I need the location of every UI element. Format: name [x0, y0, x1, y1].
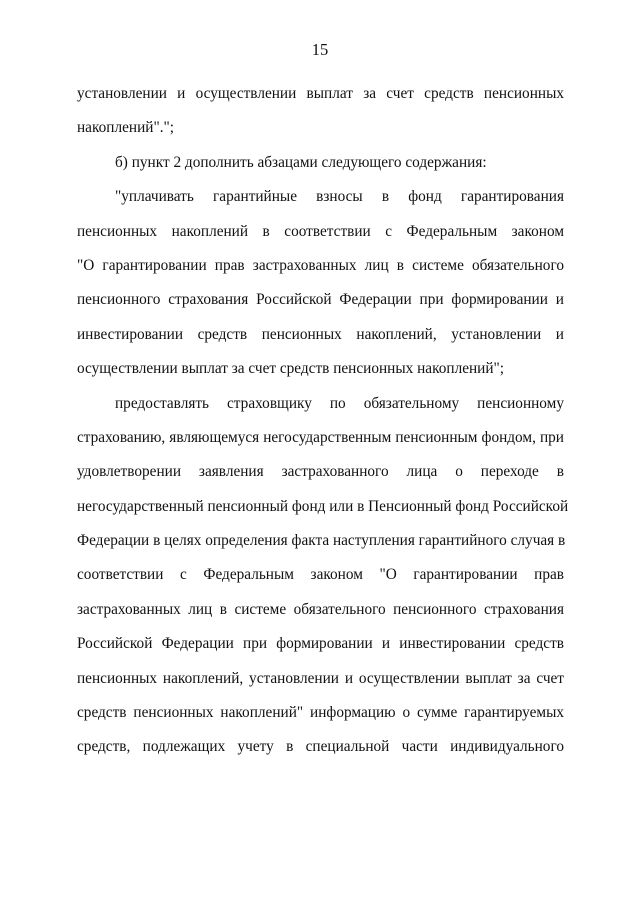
page-number: 15 — [311, 40, 329, 59]
text-line: пенсионных накоплений, установлении и осуществлении выплат за счет — [77, 669, 564, 687]
text-line: накоплений"."; — [77, 119, 175, 137]
text-line: соответствии с Федеральным законом "О гарантировании прав — [77, 566, 564, 584]
text-line: Российской Федерации при формировании и инвестировании средств — [77, 635, 564, 653]
text-line: страхованию, являющемуся негосударственным пенсионным фондом, при — [77, 428, 564, 446]
paragraph-provide-information — [77, 387, 569, 765]
text-line: "уплачивать гарантийные взносы в фонд гарантирования — [115, 188, 564, 206]
text-line: средств пенсионных накоплений" информацию о сумме гарантируемых — [77, 704, 564, 722]
text-line: Федерации в целях определения факта наступления гарантийного случая в — [77, 532, 566, 550]
text-line: "О гарантировании прав застрахованных лиц в системе обязательного — [77, 256, 564, 274]
text-line: пенсионного страхования Российской Федерации при формировании и — [77, 291, 564, 309]
text-line: средств, подлежащих учету в специальной части индивидуального — [77, 738, 564, 756]
text-line: пенсионных накоплений в соответствии с Федеральным законом — [77, 222, 564, 240]
paragraph-item-b — [77, 146, 564, 180]
text-line: предоставлять страховщику по обязательному пенсионному — [115, 394, 564, 412]
document-body — [77, 77, 569, 765]
text-line: застрахованных лиц в системе обязательного пенсионного страхования — [77, 600, 564, 618]
text-line: инвестировании средств пенсионных накоплений, установлении и — [77, 325, 564, 343]
text-line: негосударственный пенсионный фонд или в Пенсионный фонд Российской — [77, 497, 569, 515]
paragraph-pay-guarantee-contributions — [77, 180, 564, 386]
text-line: осуществлении выплат за счет средств пенсионных накоплений"; — [77, 360, 505, 378]
text-line: б) пункт 2 дополнить абзацами следующего содержания: — [115, 153, 487, 171]
text-line: удовлетворении заявления застрахованного лица о переходе в — [77, 463, 564, 481]
paragraph-continuation — [77, 77, 564, 146]
text-line: установлении и осуществлении выплат за счет средств пенсионных — [77, 85, 564, 102]
